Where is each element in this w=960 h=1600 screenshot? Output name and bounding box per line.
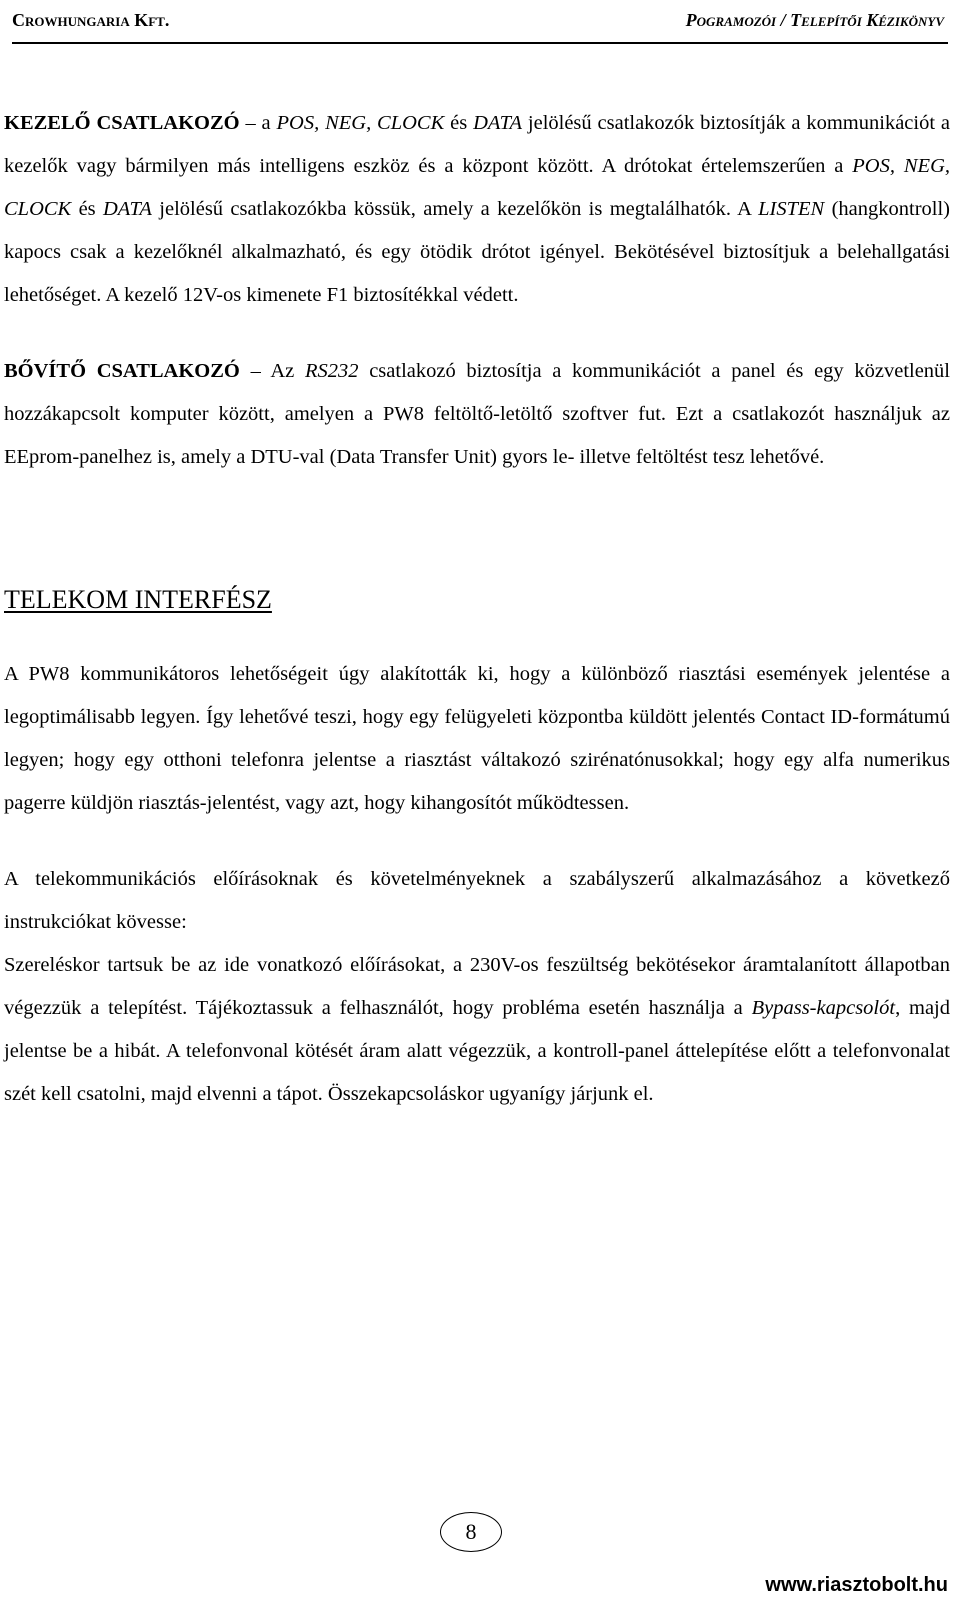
term-pos: POS, NEG, CLOCK [4,155,951,220]
paragraph-regulations: A telekommunikációs előírásoknak és követelményeknek a szabályszerű alkalmazásához a következő instrukciókat kövesse: [4,868,950,933]
text-run: , majd jelentse be a hibát. A telefonvonal kötését áram alatt végezzük, a kontroll-panel áttelepítése előtt a telefonvonalat szét kell csatolni, majd elvenni a tápot. Összekapcsoláskor ugyanígy járjunk el. [4,997,950,1105]
text-run: Szereléskor tartsuk be az ide vonatkozó előírásokat, a 230V-os feszültség bekötésekor áramtalanított állapotban végezzük a telepítést. Tájékoztassuk a felhasználót, hogy probléma esetén használja a [4,954,950,1019]
term-bypass: Bypass-kapcsolót [751,997,896,1019]
text-run: és [444,112,474,134]
term-listen: LISTEN [758,198,825,220]
term-data: DATA [473,112,523,134]
text-run: jelölésű csatlakozók biztosítják a kommunikációt a kezelők vagy bármilyen más intelligens eszköz és a központ között. A drótokat értelemszerűen a [4,112,950,177]
text-run: jelölésű csatlakozókba kössük, amely a kezelőkön is megtalálhatók. A [151,198,759,220]
page-number [440,1512,502,1552]
lead-keypad-connector: KEZELŐ CSATLAKOZÓ [4,112,240,134]
text-run: – Az [239,360,305,382]
term-rs232: RS232 [304,360,359,382]
lead-expander-connector: BŐVÍTŐ CSATLAKOZÓ [4,360,240,382]
text-run: – a [239,112,277,134]
section-title: TELEKOM INTERFÉSZ [4,585,272,614]
text-run: (hangkontroll) kapocs csak a kezelőknél alkalmazható, és egy ötödik drótot igényel. Bekötésével biztosítjuk a belehallgatási lehetőséget. A kezelő 12V-os kimenete F1 biztosítékkal védett. [4,198,950,306]
text-run: és [71,198,103,220]
text-run: csatlakozó biztosítja a kommunikációt a panel és egy közvetlenül hozzákapcsolt komputer között, amelyen a PW8 feltöltő-letöltő szoftver fut. Ezt a csatlakozót használjuk az EEprom-panelhez is, amely a DTU-val (Data Transfer Unit) gyors le- illetve feltöltést tesz lehetővé. [4,360,951,468]
paragraph-telecom: A PW8 kommunikátoros lehetőségeit úgy alakították ki, hogy a különböző riasztási események jelentése a legoptimálisabb legyen. Így lehetővé teszi, hogy egy felügyeleti központba küldött jelentés Contact ID-formátumú legyen; hogy egy otthoni telefonra jelentse a riasztást váltakozó szirénatónusokkal; hogy egy alfa numerikus pagerre küldjön riasztás-jelentést, vagy azt, hogy kihangosítót működtessen. [4,663,950,814]
page-header [12,8,948,44]
term-pos: POS, NEG, CLOCK [276,112,445,134]
term-data: DATA [102,198,152,220]
paragraph-keypad-connector [4,102,950,317]
manual-title: Pogramozói / Telepítői Kézikönyv [685,10,944,30]
company-name: Crowhungaria Kft. [12,10,170,30]
paragraph-expander-connector [4,350,950,479]
page-number-text: 8 [465,1519,477,1544]
document-body [4,102,950,1116]
paragraph-installation [4,944,950,1116]
website-link[interactable]: www.riasztobolt.hu [765,1574,948,1596]
